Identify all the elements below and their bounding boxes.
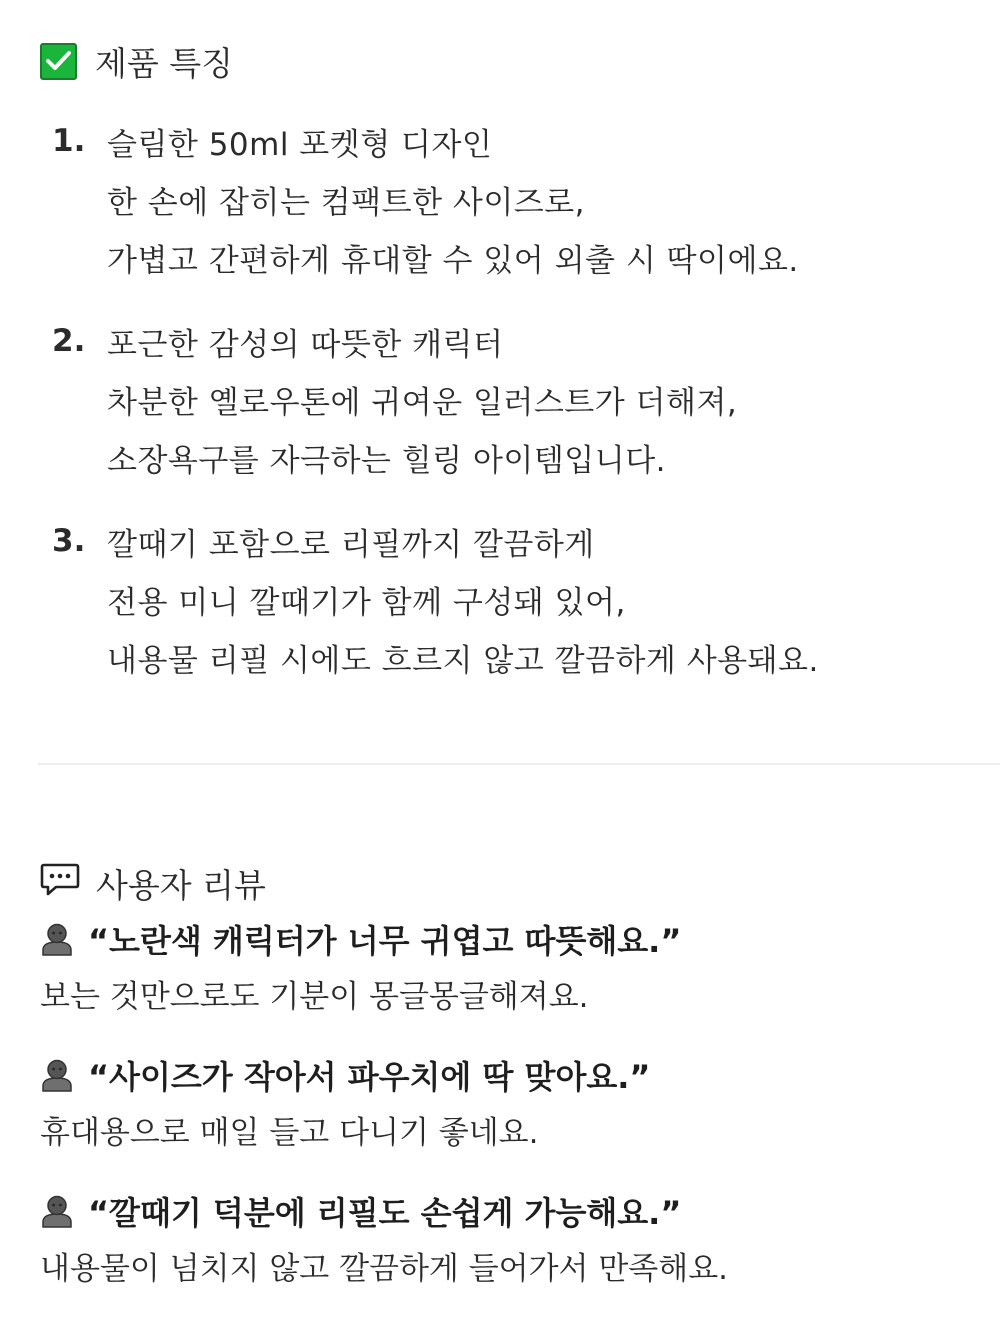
reviews-title: 사용자 리뷰 (96, 866, 266, 905)
check-box-icon (40, 43, 77, 80)
feature-number: 1. (52, 123, 86, 159)
person-icon (40, 1194, 74, 1228)
feature-description: 소장욕구를 자극하는 힐링 아이템입니다. (107, 442, 666, 479)
person-icon (40, 922, 74, 956)
feature-description: 가볍고 간편하게 휴대할 수 있어 외출 시 딱이에요. (107, 242, 799, 279)
person-icon (40, 1058, 74, 1092)
review-body: 휴대용으로 매일 들고 다니기 좋네요. (40, 1115, 539, 1151)
features-heading (40, 38, 233, 85)
reviews-heading (40, 860, 266, 907)
review-body: 내용물이 넘치지 않고 깔끔하게 들어가서 만족해요. (40, 1251, 728, 1287)
feature-number: 2. (52, 323, 86, 359)
features-title: 제품 특징 (95, 44, 234, 83)
feature-item (52, 512, 982, 686)
feature-list (52, 112, 982, 712)
speech-bubble-icon (40, 862, 80, 906)
feature-description: 전용 미니 깔때기가 함께 구성돼 있어, (107, 584, 626, 621)
review-item (40, 910, 980, 1026)
feature-heading: 슬림한 50ml 포켓형 디자인 (107, 126, 493, 163)
review-quote: “노란색 캐릭터가 너무 귀엽고 따뜻해요.” (88, 922, 682, 960)
review-item (40, 1182, 980, 1298)
feature-heading: 포근한 감성의 따뜻한 캐릭터 (107, 326, 504, 363)
review-item (40, 1046, 980, 1162)
review-quote: “사이즈가 작아서 파우치에 딱 맞아요.” (88, 1058, 651, 1096)
review-body: 보는 것만으로도 기분이 몽글몽글해져요. (40, 979, 589, 1015)
review-quote: “깔때기 덕분에 리필도 손쉽게 가능해요.” (88, 1194, 682, 1232)
feature-description: 한 손에 잡히는 컴팩트한 사이즈로, (107, 184, 586, 221)
review-list (40, 910, 980, 1318)
feature-number: 3. (52, 523, 86, 559)
feature-heading: 깔때기 포함으로 리필까지 깔끔하게 (107, 526, 595, 563)
feature-item (52, 312, 982, 486)
feature-description: 내용물 리필 시에도 흐르지 않고 깔끔하게 사용돼요. (107, 642, 819, 679)
feature-item (52, 112, 982, 286)
section-divider (38, 763, 1000, 765)
feature-description: 차분한 옐로우톤에 귀여운 일러스트가 더해져, (107, 384, 738, 421)
